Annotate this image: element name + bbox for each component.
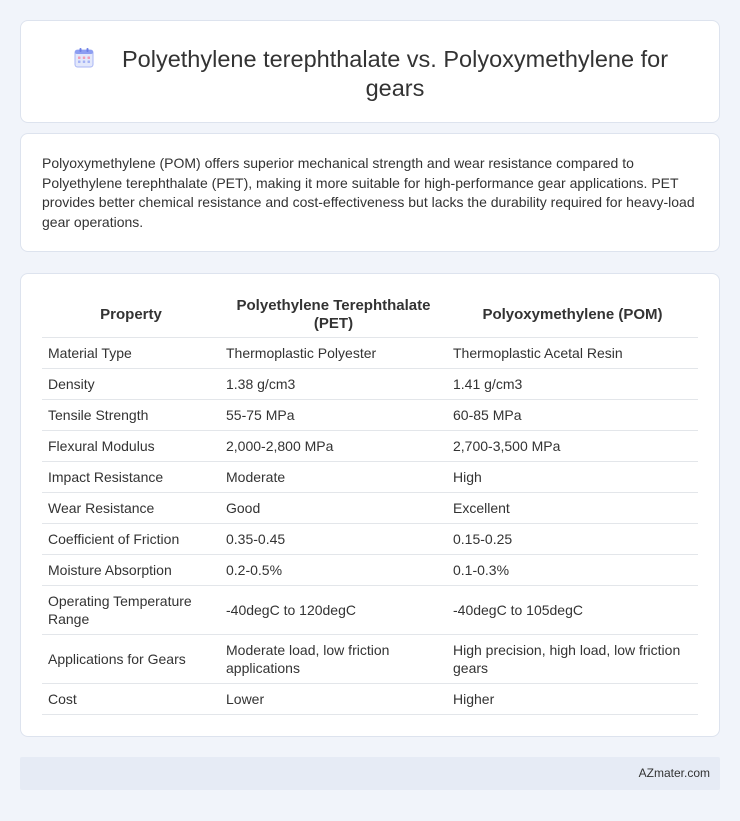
row-pet-value: 55-75 MPa [220,399,447,430]
row-pet-value: 0.35-0.45 [220,523,447,554]
row-property: Coefficient of Friction [42,523,220,554]
page-title: Polyethylene terephthalate vs. Polyoxymethylene for gears [121,46,669,101]
summary-card [20,133,720,252]
comparison-table [42,294,698,715]
row-pom-value: 1.41 g/cm3 [447,368,698,399]
row-property: Tensile Strength [42,399,220,430]
header-pet: Polyethylene Terephthalate (PET) [220,294,447,337]
row-pet-value: 0.2-0.5% [220,554,447,585]
table-row [42,368,698,399]
row-pom-value: Excellent [447,492,698,523]
row-pet-value: -40degC to 120degC [220,585,447,634]
row-pom-value: 0.15-0.25 [447,523,698,554]
row-property: Flexural Modulus [42,430,220,461]
row-pom-value: High [447,461,698,492]
comparison-table-card [20,273,720,737]
row-pom-value: -40degC to 105degC [447,585,698,634]
footer-brand: AZmater.com [638,766,710,780]
row-property: Material Type [42,337,220,368]
row-pet-value: 2,000-2,800 MPa [220,430,447,461]
row-pom-value: 0.1-0.3% [447,554,698,585]
table-row [42,554,698,585]
footer-bar [20,757,720,790]
table-header-row [42,294,698,337]
row-pet-value: Moderate [220,461,447,492]
row-pom-value: High precision, high load, low friction gears [447,634,698,683]
header-pom: Polyoxymethylene (POM) [447,294,698,337]
summary-text: Polyoxymethylene (POM) offers superior mechanical strength and wear resistance compared to Polyethylene terephthalate (PET), making it more suitable for high-performance gear applications. PET provides better chemical resistance and cost-effectiveness but lacks the durability required for heavy-load gear operations. [42,155,695,230]
row-pet-value: Lower [220,683,447,714]
table-row [42,337,698,368]
table-row [42,461,698,492]
title-card [20,20,720,123]
row-property: Applications for Gears [42,634,220,683]
row-property: Moisture Absorption [42,554,220,585]
header-property: Property [42,294,220,337]
row-pet-value: Thermoplastic Polyester [220,337,447,368]
row-pom-value: 2,700-3,500 MPa [447,430,698,461]
row-property: Impact Resistance [42,461,220,492]
table-row [42,585,698,634]
row-pet-value: Moderate load, low friction applications [220,634,447,683]
table-row [42,634,698,683]
row-property: Operating Temperature Range [42,585,220,634]
table-row [42,430,698,461]
row-property: Cost [42,683,220,714]
table-row [42,492,698,523]
table-row [42,399,698,430]
row-property: Density [42,368,220,399]
table-row [42,683,698,714]
row-pet-value: 1.38 g/cm3 [220,368,447,399]
row-pom-value: 60-85 MPa [447,399,698,430]
row-pet-value: Good [220,492,447,523]
row-pom-value: Higher [447,683,698,714]
row-pom-value: Thermoplastic Acetal Resin [447,337,698,368]
table-row [42,523,698,554]
row-property: Wear Resistance [42,492,220,523]
